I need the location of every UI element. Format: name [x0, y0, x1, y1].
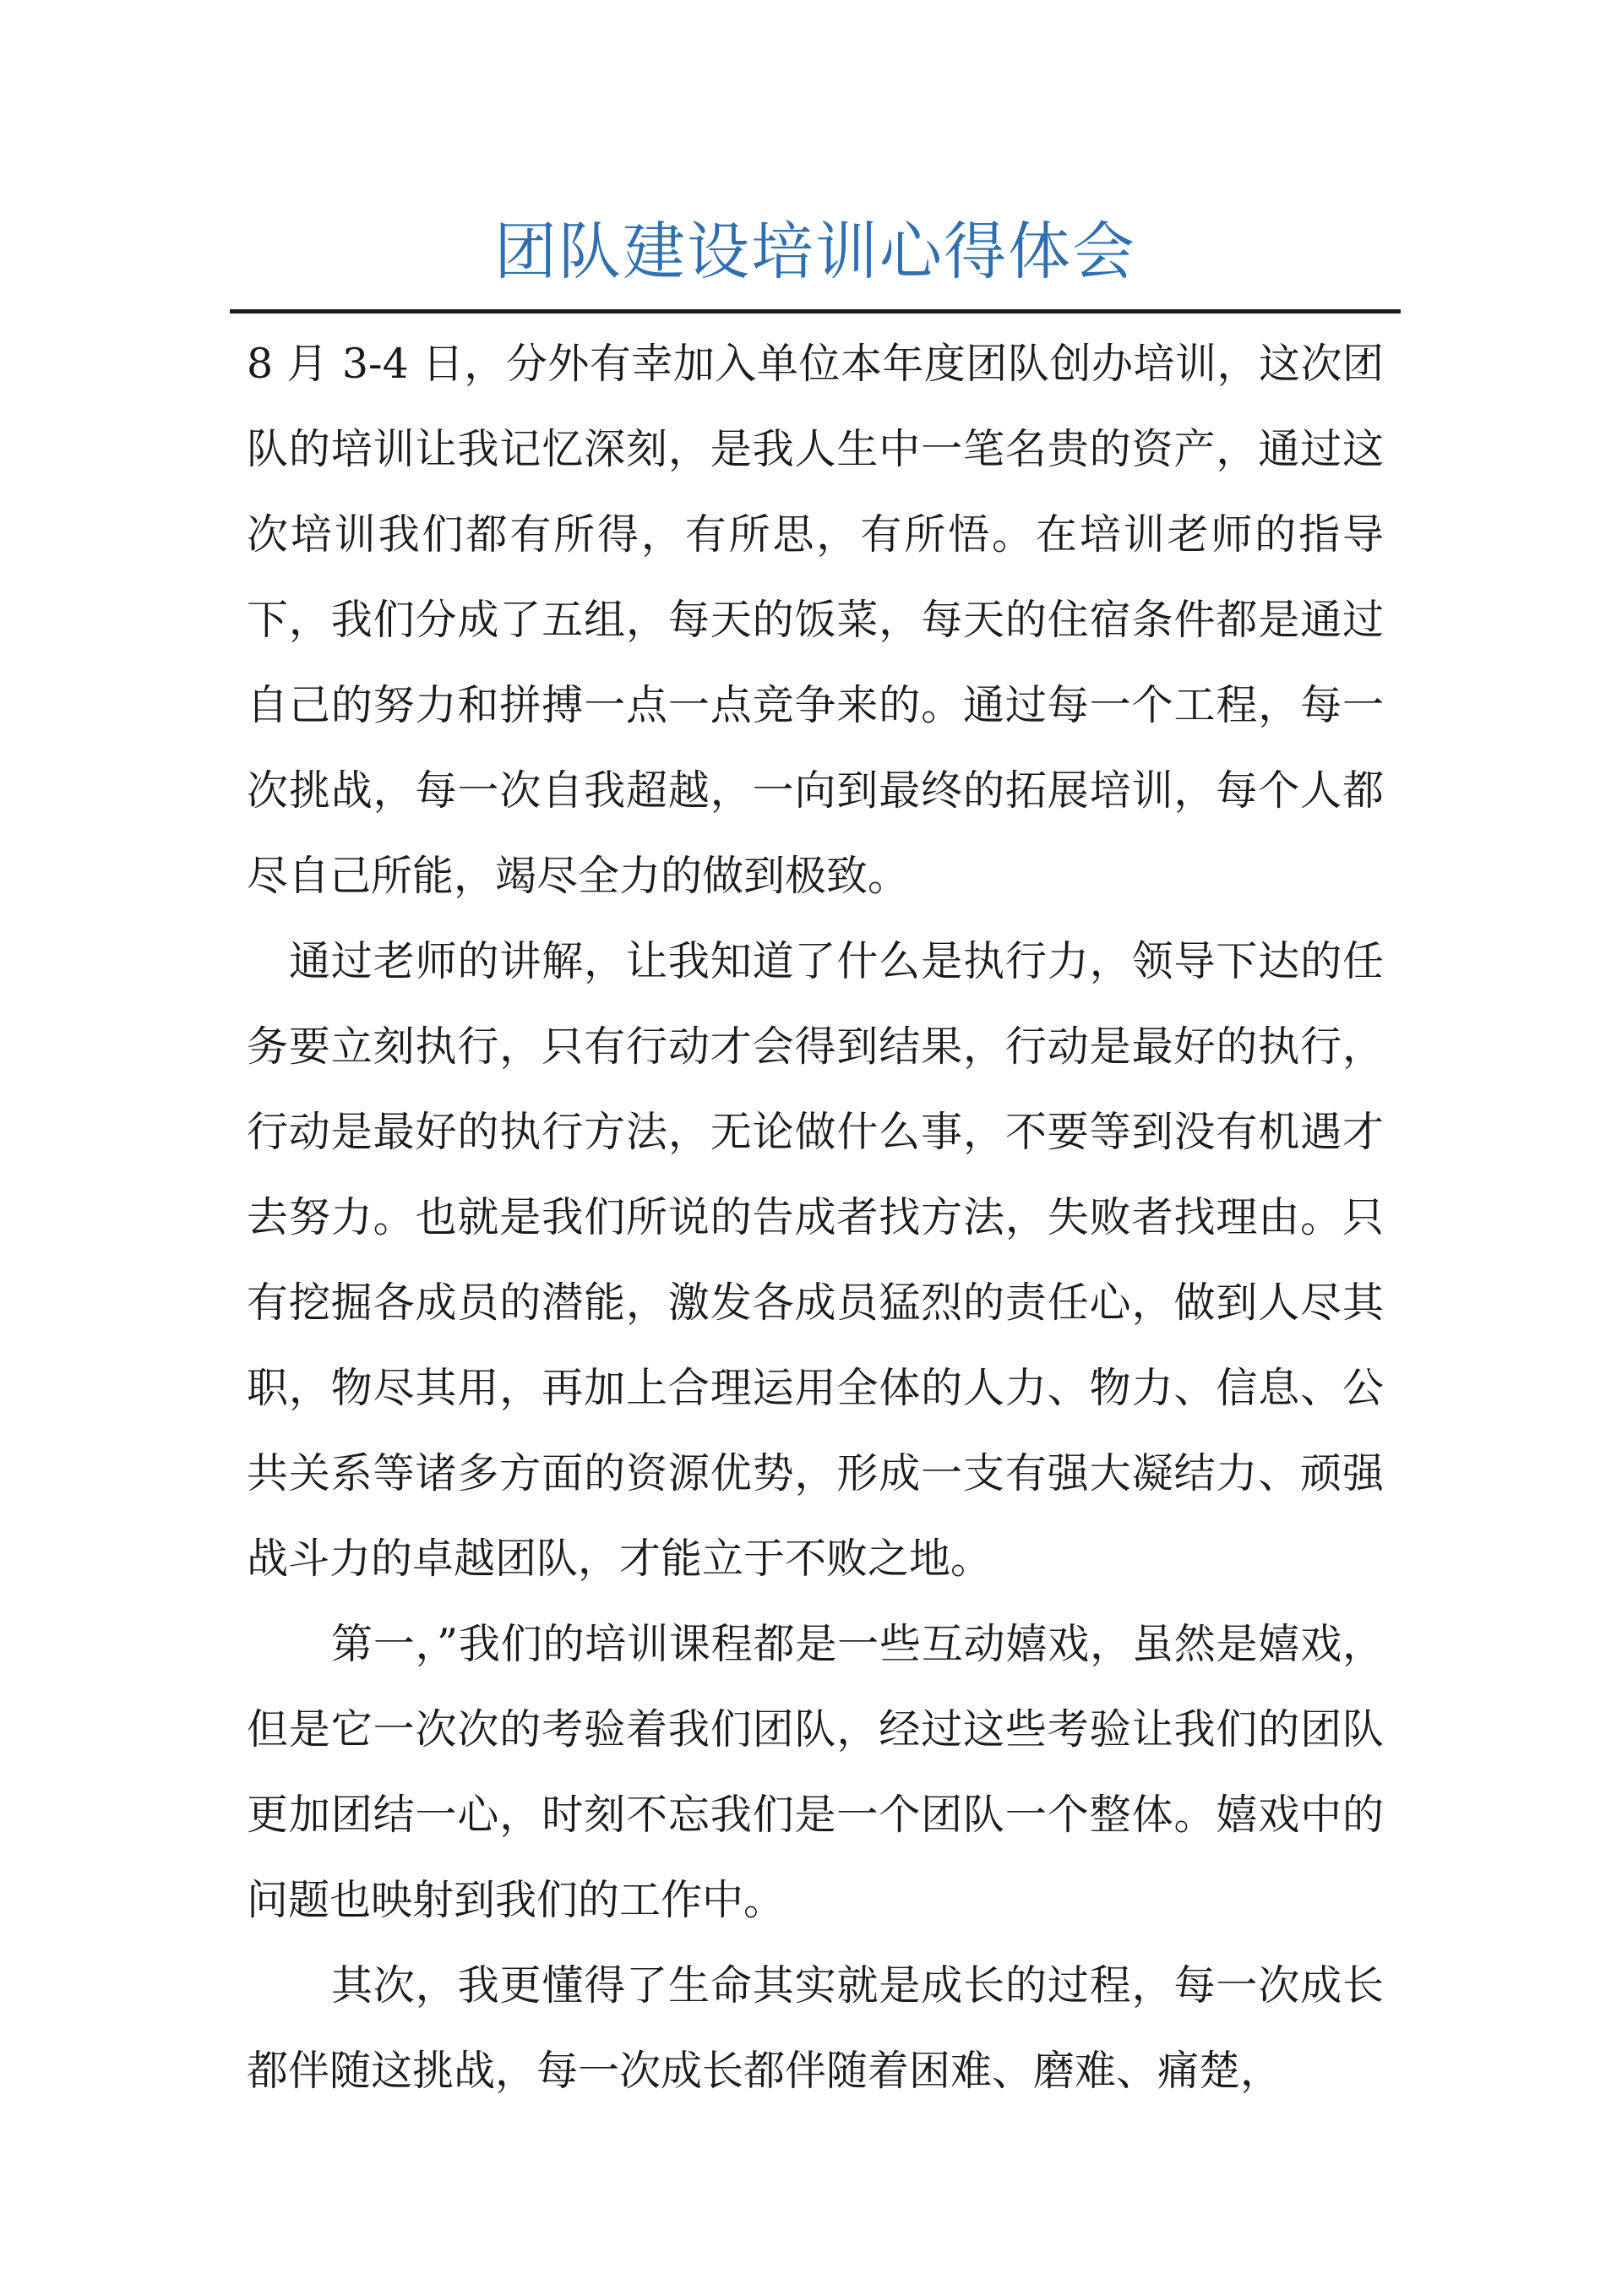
document-title: 团队建设培训心得体会: [494, 215, 1136, 288]
paragraph-3: 第一，”我们的培训课程都是一些互动嬉戏，虽然是嬉戏，但是它一次次的考验着我们团队，经过这些考验让我们的团队更加团结一心，时刻不忘我们是一个团队一个整体。嬉戏中的问题也映射到我们的工作中。: [247, 1620, 1384, 1924]
paragraph-4: 其次，我更懂得了生命其实就是成长的过程，每一次成长都伴随这挑战，每一次成长都伴随着困难、磨难、痛楚，: [247, 1961, 1384, 2095]
paragraph-1: 8 月 3-4 日，分外有幸加入单位本年度团队创办培训，这次团队的培训让我记忆深刻，是我人生中一笔名贵的资产，通过这次培训我们都有所得，有所思，有所悟。在培训老师的指导下，我们分成了五组，每天的饭菜，每天的住宿条件都是通过自己的努力和拼搏一点一点竞争来的。通过每一个工程，每一次挑战，每一次自我超越，一向到最终的拓展培训，每个人都尽自己所能，竭尽全力的做到极致。: [247, 340, 1384, 900]
paragraph-2: 通过老师的讲解，让我知道了什么是执行力，领导下达的任务要立刻执行，只有行动才会得到结果，行动是最好的执行，行动是最好的执行方法，无论做什么事，不要等到没有机遇才去努力。也就是我们所说的告成者找方法，失败者找理由。只有挖掘各成员的潜能，激发各成员猛烈的责任心，做到人尽其职，物尽其用，再加上合理运用全体的人力、物力、信息、公共关系等诸多方面的资源优势，形成一支有强大凝结力、顽强战斗力的卓越团队，才能立于不败之地。: [247, 937, 1384, 1583]
title-divider: [230, 309, 1401, 314]
document-body: [247, 321, 1384, 2113]
